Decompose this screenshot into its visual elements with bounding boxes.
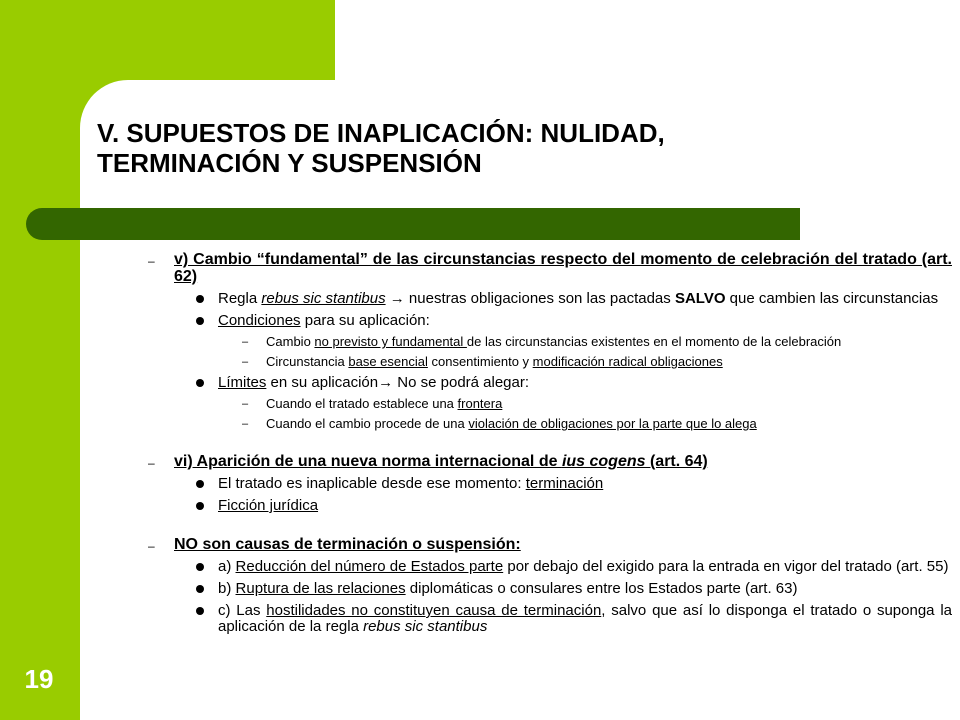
bullet-dot bbox=[196, 317, 204, 325]
bullet-dot bbox=[196, 295, 204, 303]
bullet-dot bbox=[196, 502, 204, 510]
bullet-reduccion: a) Reducción del número de Estados parte por debajo del exigido para la entrada en vigor del tratado (art. 55) bbox=[148, 559, 952, 575]
slide-title bbox=[97, 118, 877, 178]
dash-marker: – bbox=[242, 398, 249, 410]
bullet-rebus: Regla rebus sic stantibus → nuestras obligaciones son las pactadas SALVO que cambien las circunstancias bbox=[148, 291, 952, 307]
section-heading-no-causas: – NO son causas de terminación o suspensión: bbox=[148, 536, 521, 553]
arrow-icon: → bbox=[378, 374, 394, 391]
arrow-icon: → bbox=[389, 290, 405, 307]
bullet-dot bbox=[196, 379, 204, 387]
bullet-ficcion: Ficción jurídica bbox=[148, 498, 952, 514]
sub-item-base-esencial: – Circunstancia base esencial consentimiento y modificación radical obligaciones bbox=[242, 354, 723, 369]
heading-text: v) Cambio “fundamental” de las circunstancias respecto del momento de celebración del tratado (art. 62) bbox=[174, 251, 952, 285]
slide-number: 19 bbox=[24, 664, 54, 694]
sub-item-violacion: – Cuando el cambio procede de una violación de obligaciones por la parte que lo alega bbox=[242, 416, 757, 431]
bullet-dot bbox=[196, 585, 204, 593]
section-heading-cambio bbox=[148, 251, 952, 285]
dash-marker: – bbox=[242, 418, 249, 430]
bullet-dot bbox=[196, 563, 204, 571]
slide-body bbox=[148, 251, 952, 635]
sub-item-cambio-no-previsto: – Cambio no previsto y fundamental de las circunstancias existentes en el momento de la celebración bbox=[242, 334, 842, 349]
slide-title-line2: TERMINACIÓN Y SUSPENSIÓN bbox=[97, 148, 482, 178]
dash-marker: – bbox=[148, 539, 155, 553]
bullet-limites: Límites en su aplicación→ No se podrá alegar: bbox=[148, 375, 952, 391]
dash-marker: – bbox=[242, 336, 249, 348]
bullet-dot bbox=[196, 607, 204, 615]
dash-marker: – bbox=[242, 356, 249, 368]
slide-title-line1: V. SUPUESTOS DE INAPLICACIÓN: NULIDAD, bbox=[97, 118, 665, 148]
bullet-inaplicable: El tratado es inaplicable desde ese momento: terminación bbox=[148, 476, 952, 492]
dash-marker: – bbox=[148, 254, 155, 268]
title-divider-bar bbox=[26, 208, 800, 240]
dash-marker: – bbox=[148, 456, 155, 470]
section-heading-ius-cogens: – vi) Aparición de una nueva norma internacional de ius cogens (art. 64) bbox=[148, 453, 708, 470]
sub-item-frontera: – Cuando el tratado establece una frontera bbox=[242, 396, 503, 411]
bullet-condiciones: Condiciones para su aplicación: bbox=[148, 313, 952, 329]
bullet-dot bbox=[196, 480, 204, 488]
bullet-hostilidades: c) Las hostilidades no constituyen causa de terminación, salvo que así lo disponga el tratado o suponga la aplicación de la regla rebus sic stantibus bbox=[148, 603, 952, 635]
bullet-ruptura: b) Ruptura de las relaciones diplomáticas o consulares entre los Estados parte (art. 63) bbox=[148, 581, 952, 597]
